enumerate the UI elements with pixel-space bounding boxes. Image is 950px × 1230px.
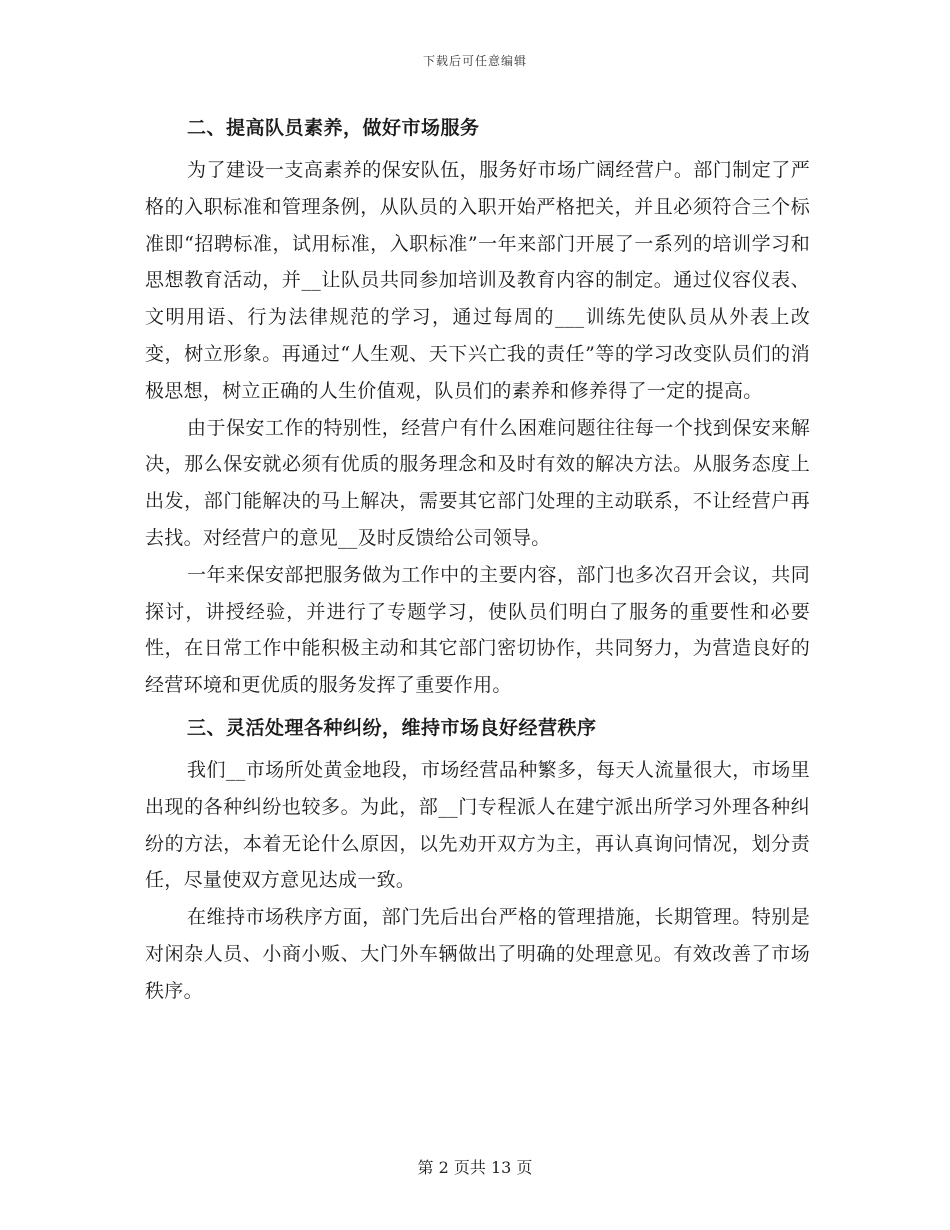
paragraph: 由于保安工作的特别性，经营户有什么困难问题往往每一个找到保安来解决，那么保安就必须有优质的服务理念和及时有效的解决方法。从服务态度上出发，部门能解决的马上解决，需要其它部门处理的主动联系，不让经营户再去找。对经营户的意见__及时反馈给公司领导。 [145,416,810,549]
page-header-note: 下载后可任意编辑 [422,54,527,68]
paragraph: 为了建设一支高素养的保安队伍，服务好市场广阔经营户。部门制定了严格的入职标准和管理条例，从队员的入职开始严格把关，并且必须符合三个标准即“招聘标准，试用标准，入职标准”一年来部门开展了一系列的培训学习和思想教育活动，并__让队员共同参加培训及教育内容的制定。通过仪容仪表、文明用语、行为法律规范的学习，通过每周的___训练先使队员从外表上改变，树立形象。再通过“人生观、天下兴亡我的责任”等的学习改变队员们的消极思想，树立正确的人生价值观，队员们的素养和修养得了一定的提高。 [145,159,810,402]
paragraph: 一年来保安部把服务做为工作中的主要内容，部门也多次召开会议，共同探讨，讲授经验，并进行了专题学习，使队员们明白了服务的重要性和必要性，在日常工作中能积极主动和其它部门密切协作，共同努力，为营造良好的经营环境和更优质的服务发挥了重要作用。 [145,563,810,697]
paragraph: 我们__市场所处黄金地段，市场经营品种繁多，每天人流量很大，市场里出现的各种纠纷也较多。为此，部__门专程派人在建宁派出所学习外理各种纠纷的方法，本着无论什么原因，以先劝开双方为主，再认真询问情况，划分责任，尽量使双方意见达成一致。 [145,758,810,892]
page-number: 第 2 页共 13 页 [417,1158,533,1177]
document-body [145,104,810,1010]
section-heading-2: 二、提高队员素养，做好市场服务 [187,117,480,139]
paragraph: 在维持市场秩序方面，部门先后出台严格的管理措施，长期管理。特别是对闲杂人员、小商小贩、大门外车辆做出了明确的处理意见。有效改善了市场秩序。 [145,906,810,1002]
section-heading-3: 三、灵活处理各种纠纷，维持市场良好经营秩序 [187,716,597,739]
